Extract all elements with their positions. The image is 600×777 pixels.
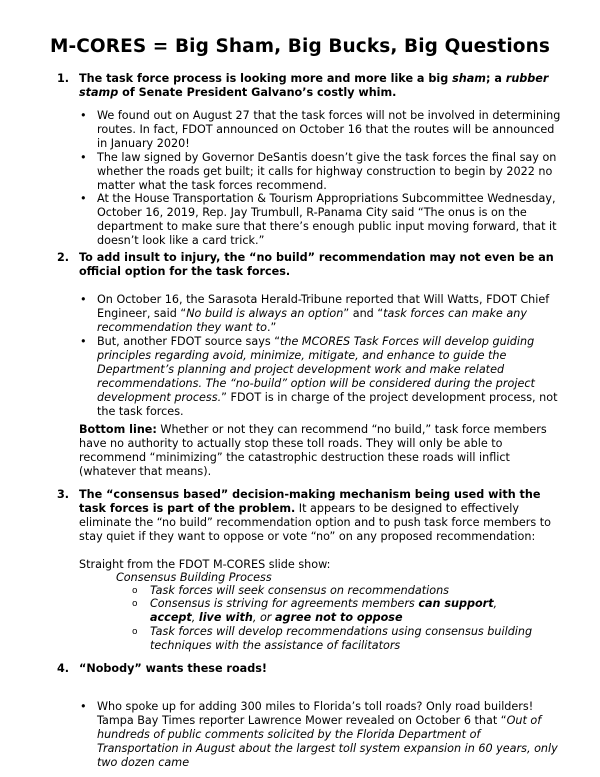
circle-bullet-icon: o — [132, 586, 138, 596]
slide-show-intro: Straight from the FDOT M-CORES slide show: — [79, 558, 331, 571]
section-number: 4. — [57, 662, 70, 675]
section-4-heading: 4. “Nobody” wants these roads! — [57, 662, 267, 675]
list-item: • The law signed by Governor DeSantis doesn’t give the task forces the final say on whether the roads get built; it calls for highway construction to begin by 2022 no matter what the task forces recommend. — [80, 151, 557, 192]
bullet-icon: • — [80, 151, 87, 164]
list-item: • On October 16, the Sarasota Herald-Tribune reported that Will Watts, FDOT Chief Engineer, said “No build is always an option” and “task forces can make any recommendation they want to.” — [80, 293, 550, 334]
bullet-icon: • — [80, 109, 87, 122]
list-item: • Who spoke up for adding 300 miles to Florida’s toll roads? Only road builders! Tampa Bay Times reporter Lawrence Mower revealed on October 6 that “Out of hundreds of public comments solicited by the Florida Department of Transportation in August about the largest toll system expansion in 60 years, only two dozen came — [80, 700, 558, 769]
section-number: 1. — [57, 72, 70, 85]
section-number: 3. — [57, 488, 70, 501]
bullet-icon: • — [80, 293, 87, 306]
list-item: • We found out on August 27 that the task forces will not be involved in determining routes. In fact, FDOT announced on October 16 that the routes will be announced in January 2020! — [80, 109, 561, 150]
section-number: 2. — [57, 251, 70, 264]
bullet-icon: • — [80, 700, 87, 713]
list-item: o Consensus is striving for agreements members can support, accept, live with, or agree not to oppose — [132, 597, 498, 624]
circle-bullet-icon: o — [132, 627, 138, 637]
section-3-heading: 3. The “consensus based” decision-making mechanism being used with the task forces is part of the problem. It appears to be designed to effectively eliminate the “no build” recommendation option and to push task force members to stay quiet if they want to oppose or vote “no” on any proposed recommendation: — [57, 488, 551, 543]
list-item: • But, another FDOT source says “the MCORES Task Forces will develop guiding principles regarding avoid, minimize, mitigate, and enhance to guide the Department’s planning and project development work and make related recommendations. The “no-build” option will be considered during the project development process.” FDOT is in charge of the project development process, not the task forces. — [80, 335, 558, 418]
bottom-line-paragraph: Bottom line: Whether or not they can recommend “no build,” task force members have no authority to actually stop these toll roads. They will only be able to recommend “minimizing” the catastrophic destruction these roads will inflict (whatever that means). — [79, 423, 547, 478]
bottom-line-label: Bottom line: — [79, 423, 157, 436]
list-item: • At the House Transportation & Tourism Appropriations Subcommittee Wednesday, October 16, 2019, Rep. Jay Trumbull, R-Panama City said “The onus is on the department to make sure that there’s enough public input moving forward, that it doesn’t look like a card trick.” — [80, 192, 557, 247]
list-item: o Task forces will develop recommendations using consensus building techniques with the assistance of facilitators — [132, 625, 533, 652]
bullet-icon: • — [80, 192, 87, 205]
list-item: o Task forces will seek consensus on recommendations — [132, 584, 449, 597]
document-title: M-CORES = Big Sham, Big Bucks, Big Questions — [49, 36, 551, 57]
section-2-heading: 2. To add insult to injury, the “no build” recommendation may not even be an official option for the task forces. — [57, 251, 554, 278]
bullet-icon: • — [80, 335, 87, 348]
consensus-subheading: Consensus Building Process — [116, 571, 272, 584]
circle-bullet-icon: o — [132, 599, 138, 609]
section-1-heading: 1. The task force process is looking more and more like a big sham; a rubber stamp of Senate President Galvano’s costly whim. — [57, 72, 549, 99]
